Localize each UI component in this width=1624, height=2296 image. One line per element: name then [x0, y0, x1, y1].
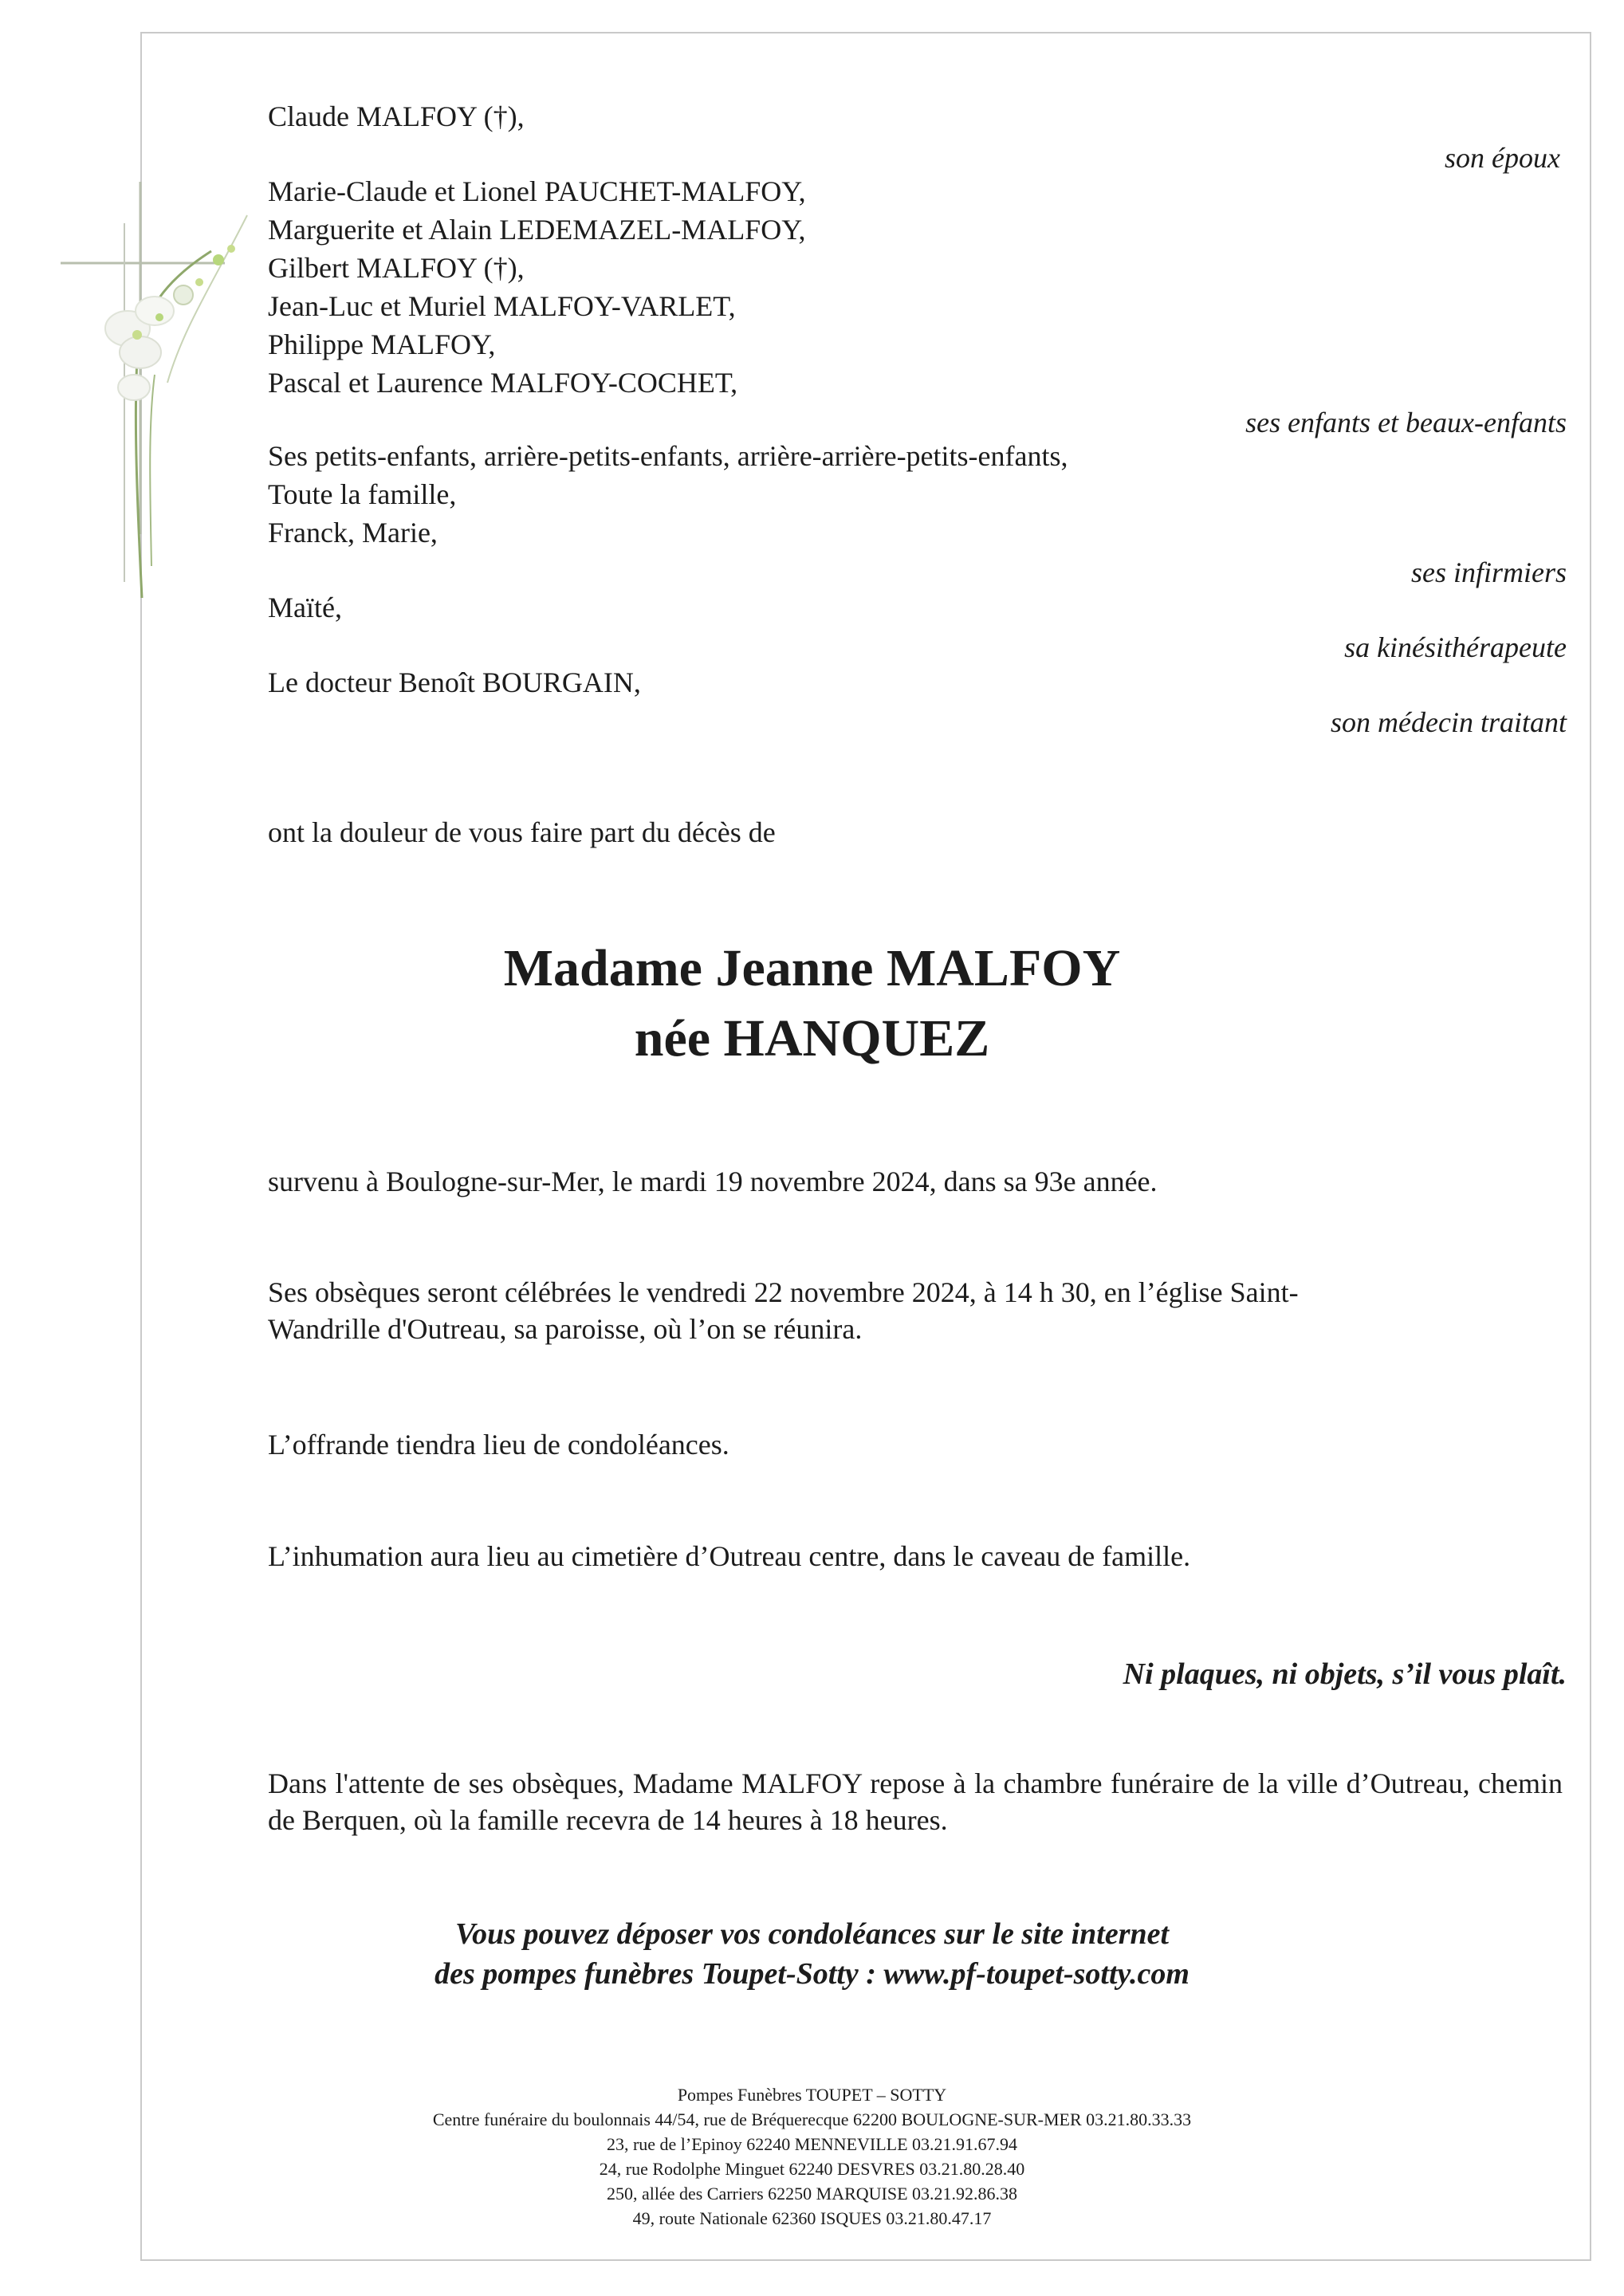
cross-orchid-icon	[48, 120, 255, 598]
role-children: ses enfants et beaux-enfants	[1245, 407, 1567, 438]
family-husband: Claude MALFOY (†),	[268, 100, 525, 132]
no-flowers-notice: Ni plaques, ni objets, s’il vous plaît.	[1123, 1657, 1567, 1691]
role-nurses: ses infirmiers	[1410, 556, 1567, 588]
child-4: Jean-Luc et Muriel MALFOY-VARLET,	[268, 290, 736, 322]
deceased-maiden-name: née HANQUEZ	[634, 1009, 990, 1067]
role-doctor: son médecin traitant	[1331, 706, 1567, 738]
role-physio: sa kinésithérapeute	[1344, 631, 1567, 663]
child-2: Marguerite et Alain LEDEMAZEL-MALFOY,	[268, 214, 806, 246]
death-info: survenu à Boulogne-sur-Mer, le mardi 19 novembre 2024, dans sa 93e année.	[268, 1166, 1158, 1197]
footer-address-3: 24, rue Rodolphe Minguet 62240 DESVRES 03.21.80.28.40	[599, 2159, 1025, 2179]
role-husband: son époux	[1445, 142, 1560, 174]
footer-address-5: 49, route Nationale 62360 ISQUES 03.21.80.47.17	[632, 2208, 992, 2228]
funeral-info: Ses obsèques seront célébrées le vendredi 22 novembre 2024, à 14 h 30, en l’église Saint-Wandrille d'Outreau, sa paroisse, où l’on se réunira.	[268, 1276, 1299, 1345]
grandchildren: Ses petits-enfants, arrière-petits-enfants, arrière-arrière-petits-enfants,	[268, 440, 1068, 472]
resting-info: Dans l'attente de ses obsèques, Madame MALFOY repose à la chambre funéraire de la ville d’Outreau, chemin de Berquen, où la famille recevra de 14 heures à 18 heures.	[268, 1767, 1563, 1836]
footer-company: Pompes Funèbres TOUPET – SOTTY	[677, 2085, 947, 2105]
footer-address-2: 23, rue de l’Epinoy 62240 MENNEVILLE 03.21.91.67.94	[606, 2134, 1018, 2154]
footer-address-1: Centre funéraire du boulonnais 44/54, rue de Bréquerecque 62200 BOULOGNE-SUR-MER 03.21.80.33.33	[432, 2109, 1192, 2129]
doctor: Le docteur Benoît BOURGAIN,	[268, 666, 641, 698]
condolences-line-2: des pompes funèbres Toupet-Sotty : www.pf-toupet-sotty.com	[435, 1957, 1189, 1991]
offering-info: L’offrande tiendra lieu de condoléances.	[268, 1429, 729, 1461]
child-1: Marie-Claude et Lionel PAUCHET-MALFOY,	[268, 175, 806, 207]
child-5: Philippe MALFOY,	[268, 328, 496, 360]
physio: Maïté,	[268, 592, 342, 623]
nurses: Franck, Marie,	[268, 517, 438, 548]
footer-address-4: 250, allée des Carriers 62250 MARQUISE 03.21.92.86.38	[606, 2184, 1018, 2204]
announcement: ont la douleur de vous faire part du décès de	[268, 816, 776, 848]
child-6: Pascal et Laurence MALFOY-COCHET,	[268, 367, 738, 399]
deceased-name: Madame Jeanne MALFOY	[503, 939, 1121, 997]
condolences-line-1: Vous pouvez déposer vos condoléances sur le site internet	[454, 1917, 1170, 1951]
burial-info: L’inhumation aura lieu au cimetière d’Outreau centre, dans le caveau de famille.	[268, 1540, 1191, 1572]
whole-family: Toute la famille,	[268, 478, 457, 510]
child-3: Gilbert MALFOY (†),	[268, 252, 525, 284]
